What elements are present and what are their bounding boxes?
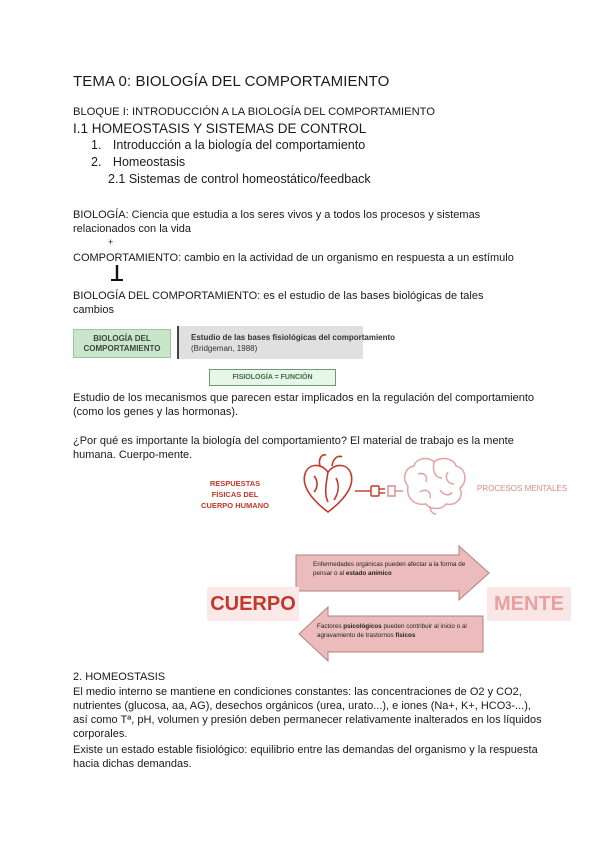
sublist-item: 2.1 Sistemas de control homeostático/feedback bbox=[108, 172, 371, 186]
brain-icon bbox=[400, 454, 468, 516]
homeostasis-paragraph-2: Existe un estado estable fisiológico: equilibrio entre las demandas del organismo y la respuesta hacia dichas demandas. bbox=[73, 744, 538, 770]
study-box-cite: (Bridgeman, 1988) bbox=[191, 343, 258, 353]
arrow-left-text bbox=[317, 622, 482, 640]
arrow-right-text bbox=[313, 560, 483, 578]
study-box bbox=[177, 326, 396, 359]
homeostasis-heading: 2. HOMEOSTASIS bbox=[73, 671, 166, 683]
study-box-text: Estudio de las bases fisiológicas del comportamiento bbox=[191, 332, 396, 342]
plus-sign: + bbox=[108, 237, 114, 247]
heart-icon bbox=[298, 452, 358, 518]
arrow-right-text-bold: estado anímico bbox=[345, 570, 392, 577]
question-paragraph: ¿Por qué es importante la biología del comportamiento? El material de trabajo es la mente humana. Cuerpo-mente. bbox=[73, 435, 514, 461]
list-number: 2. bbox=[91, 155, 102, 169]
estudio-paragraph: Estudio de los mecanismos que parecen estar implicados en la regulación del comportamiento (como los genes y las hormonas). bbox=[73, 392, 535, 418]
list-number: 1. bbox=[91, 138, 102, 152]
list-item bbox=[91, 155, 185, 169]
homeostasis-paragraph-1: El medio interno se mantiene en condiciones constantes: las concentraciones de O2 y CO2, nutrientes (glucosa, aa, AG), desechos orgánicos (urea, urato...), e iones (Na+, K+, HCO3-...), así como Tª, pH, volumen y presión deben permanecer relativamente inalterados en los líquidos corporales. bbox=[73, 686, 542, 740]
arrow-left-text-bold: físicos bbox=[395, 632, 416, 639]
list-text: Homeostasis bbox=[112, 155, 186, 169]
arrow-left-text-part: Factores bbox=[317, 623, 344, 630]
arrow-right-text-part: Enfermedades orgánicas pueden afectar a la forma de pensar o al bbox=[313, 561, 466, 577]
list-text: Introducción a la biología del comportamiento bbox=[112, 138, 366, 152]
biocomp-definition: BIOLOGÍA DEL COMPORTAMIENTO: es el estudio de las bases biológicas de tales cambios bbox=[73, 290, 484, 316]
arrow-left-text-part: pueden contribuir al inicio o al agravamiento de trastornos bbox=[317, 623, 467, 639]
arrow-left-text-bold: psicológicos bbox=[343, 623, 382, 630]
list-item bbox=[91, 138, 365, 152]
cuerpo-label: CUERPO bbox=[207, 587, 299, 621]
section-heading: I.1 HOMEOSTASIS Y SISTEMAS DE CONTROL bbox=[73, 121, 367, 136]
down-arrow-icon bbox=[110, 263, 124, 283]
fisiologia-box: FISIOLOGÍA = FUNCIÓN bbox=[209, 369, 336, 386]
biologia-definition: BIOLOGÍA: Ciencia que estudia a los seres vivos y a todos los procesos y sistemas relacionados con la vida bbox=[73, 209, 481, 235]
mental-processes-label: PROCESOS MENTALES bbox=[477, 484, 568, 493]
biocomp-box: BIOLOGÍA DEL COMPORTAMIENTO bbox=[73, 329, 171, 358]
comportamiento-definition: COMPORTAMIENTO: cambio en la actividad de un organismo en respuesta a un estímulo bbox=[73, 252, 514, 264]
bloque-heading: BLOQUE I: INTRODUCCIÓN A LA BIOLOGÍA DEL COMPORTAMIENTO bbox=[73, 106, 436, 118]
mente-label: MENTE bbox=[487, 587, 571, 621]
page-title: TEMA 0: BIOLOGÍA DEL COMPORTAMIENTO bbox=[73, 73, 390, 90]
plug-icon bbox=[355, 483, 403, 499]
physical-responses-label: RESPUESTAS FÍSICAS DEL CUERPO HUMANO bbox=[201, 479, 269, 510]
